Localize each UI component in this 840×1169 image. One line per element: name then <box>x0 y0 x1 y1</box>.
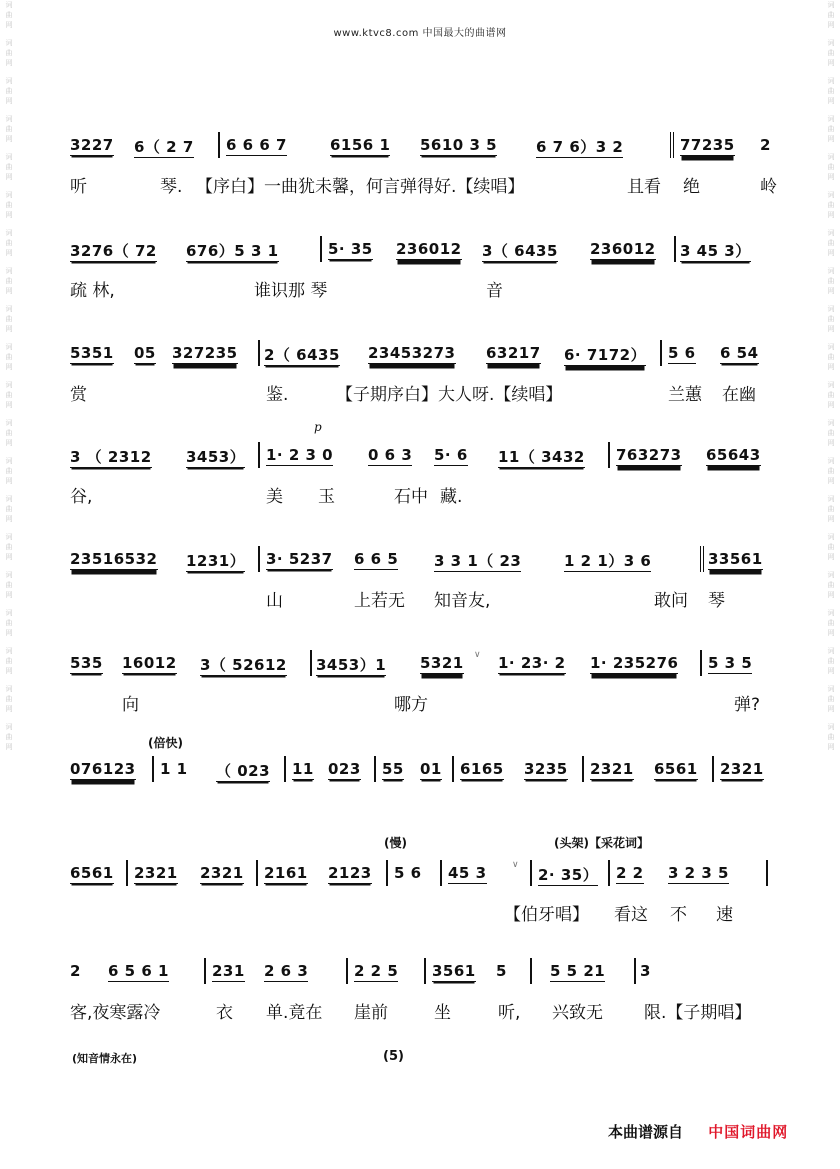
bar-line <box>700 546 701 572</box>
lyric: 疏 林, <box>70 281 115 301</box>
note-group: 3453）1 <box>316 656 387 674</box>
note-group: 6 54 <box>720 344 759 362</box>
watermark-char: 网 <box>827 325 835 333</box>
watermark-unit <box>828 418 835 448</box>
note-group: 6 7 6）3 2 <box>536 138 624 156</box>
watermark-char: 网 <box>827 401 835 409</box>
watermark-char: 词 <box>5 647 13 655</box>
bar-line <box>608 442 610 468</box>
note-group: 3 （ 2312 <box>70 448 152 466</box>
note-group: 1 1 <box>160 760 188 778</box>
note-group: 2 <box>70 962 81 980</box>
watermark-char: 曲 <box>827 11 835 19</box>
note-group: 6 5 6 1 <box>108 962 169 980</box>
lyric: 谷, <box>70 487 93 507</box>
watermark-char: 词 <box>827 229 835 237</box>
watermark-char: 词 <box>5 153 13 161</box>
source-label: 本曲谱源自 <box>608 1123 684 1141</box>
note-group: 2321 <box>134 864 178 882</box>
note-group: 1· 235276 <box>590 654 679 672</box>
watermark-unit <box>828 76 835 106</box>
bar-line <box>440 860 442 886</box>
note-group: 5 3 5 <box>708 654 753 672</box>
watermark-char: 词 <box>5 191 13 199</box>
bar-line <box>258 442 260 468</box>
watermark-unit <box>6 418 13 448</box>
bar-line <box>766 860 768 886</box>
lyric: 崖前 <box>354 1003 388 1023</box>
watermark-char: 词 <box>5 381 13 389</box>
bar-line <box>256 860 258 886</box>
bar-line <box>530 958 532 984</box>
watermark-char: 词 <box>5 115 13 123</box>
watermark-char: 曲 <box>5 49 13 57</box>
note-group: 3· 5237 <box>266 550 333 568</box>
note-group: 55 <box>382 760 404 778</box>
watermark-char: 词 <box>827 153 835 161</box>
lyric: 美 <box>266 487 283 507</box>
note-group: 11（ 3432 <box>498 448 585 466</box>
note-group: 236012 <box>396 240 462 258</box>
score-line-6 <box>0 650 840 724</box>
bar-line <box>530 860 532 886</box>
bar-line <box>374 756 376 782</box>
watermark-char: 曲 <box>5 695 13 703</box>
lyric: 在幽 <box>722 385 756 405</box>
lyric: 看这 <box>614 905 648 925</box>
watermark-char: 曲 <box>5 733 13 741</box>
score-line-9 <box>0 962 840 1032</box>
lyric: 藏. <box>440 487 463 507</box>
note-group: 2（ 6435 <box>264 346 340 364</box>
watermark-char: 曲 <box>827 733 835 741</box>
watermark-char: 词 <box>5 343 13 351</box>
lyric: 【伯牙唱】 <box>504 905 589 925</box>
note-group: 5 6 <box>394 864 422 882</box>
watermark-char: 网 <box>827 477 835 485</box>
watermark-char: 曲 <box>827 657 835 665</box>
note-group: 076123 <box>70 760 136 778</box>
bar-line <box>284 756 286 782</box>
watermark-char: 词 <box>827 1 835 9</box>
watermark-char: 词 <box>5 495 13 503</box>
note-group: 3235 <box>524 760 568 778</box>
watermark-char: 网 <box>827 249 835 257</box>
bar-line <box>320 236 322 262</box>
watermark-char: 网 <box>5 173 13 181</box>
note-group: 77235 <box>680 136 735 154</box>
bar-line <box>700 650 702 676</box>
watermark-char: 网 <box>827 287 835 295</box>
watermark-char: 网 <box>5 249 13 257</box>
lyric: 石中 <box>394 487 428 507</box>
lyric: 弹? <box>734 695 761 715</box>
note-group: 6156 1 <box>330 136 391 154</box>
note-group: 6561 <box>70 864 114 882</box>
note-group: 3 45 3） <box>680 242 751 260</box>
watermark-char: 曲 <box>5 505 13 513</box>
watermark-char: 网 <box>827 97 835 105</box>
watermark-char: 曲 <box>827 125 835 133</box>
watermark-char: 网 <box>5 743 13 751</box>
page-number: (5) <box>383 1049 404 1064</box>
note-group: 1· 2 3 0 <box>266 446 334 464</box>
ending-lyric-note: (知音情永在) <box>72 1052 138 1065</box>
lyric: 听, <box>498 1003 521 1023</box>
lyric: 岭 <box>760 177 777 197</box>
note-group: 5351 <box>70 344 114 362</box>
bar-line <box>608 860 610 886</box>
watermark-char: 曲 <box>5 657 13 665</box>
watermark-char: 词 <box>827 77 835 85</box>
note-group: 33561 <box>708 550 763 568</box>
note-group: 2· 35） <box>538 866 599 884</box>
lyric: 知音友, <box>434 591 491 611</box>
bar-line <box>152 756 154 782</box>
breath-mark: ∨ <box>512 860 519 870</box>
watermark-char: 词 <box>827 39 835 47</box>
lyric: 赏 <box>70 385 87 405</box>
lyric: 听 <box>70 177 87 197</box>
note-group: 2321 <box>200 864 244 882</box>
watermark-char: 曲 <box>5 391 13 399</box>
watermark-char: 词 <box>5 77 13 85</box>
lyric: 山 <box>266 591 283 611</box>
watermark-unit <box>6 76 13 106</box>
watermark-char: 网 <box>827 59 835 67</box>
lyric: 琴 <box>708 591 725 611</box>
score-line-8 <box>0 836 840 934</box>
dynamic-marking: p <box>314 420 322 434</box>
note-group: 676）5 3 1 <box>186 242 279 260</box>
watermark-char: 网 <box>5 667 13 675</box>
note-group: 5 5 21 <box>550 962 606 980</box>
note-group: 5610 3 5 <box>420 136 498 154</box>
lyric: 谁识那 琴 <box>254 281 328 301</box>
score-line-2 <box>0 240 840 310</box>
note-group: 535 <box>70 654 103 672</box>
watermark-char: 词 <box>5 571 13 579</box>
watermark-char: 曲 <box>5 315 13 323</box>
note-group: 0 6 3 <box>368 446 413 464</box>
note-group: 023 <box>328 760 361 778</box>
watermark-char: 网 <box>5 97 13 105</box>
watermark-char: 网 <box>5 705 13 713</box>
watermark-char: 网 <box>827 743 835 751</box>
watermark-char: 词 <box>827 609 835 617</box>
watermark-char: 网 <box>827 21 835 29</box>
note-group: 6· 7172） <box>564 346 647 364</box>
note-group: 3（ 52612 <box>200 656 287 674</box>
bar-line <box>660 340 662 366</box>
watermark-char: 曲 <box>827 619 835 627</box>
watermark-char: 词 <box>827 115 835 123</box>
section-marking: (头架)【采花词】 <box>554 836 649 850</box>
lyric: 坐 <box>434 1003 451 1023</box>
note-group: 6 6 6 7 <box>226 136 287 154</box>
watermark-char: 词 <box>827 533 835 541</box>
watermark-char: 词 <box>5 685 13 693</box>
bar-line <box>204 958 206 984</box>
watermark-char: 网 <box>5 211 13 219</box>
score-line-4 <box>0 420 840 516</box>
lyric: 哪方 <box>394 695 428 715</box>
note-group: 01 <box>420 760 442 778</box>
watermark-char: 网 <box>827 135 835 143</box>
note-group: 2 2 5 <box>354 962 399 980</box>
watermark-char: 曲 <box>827 429 835 437</box>
watermark-char: 网 <box>827 439 835 447</box>
note-group: 2161 <box>264 864 308 882</box>
watermark-char: 网 <box>5 439 13 447</box>
note-group: 11 <box>292 760 314 778</box>
note-group: 327235 <box>172 344 238 362</box>
note-group: 5321 <box>420 654 464 672</box>
watermark-char: 网 <box>827 667 835 675</box>
watermark-char: 词 <box>827 495 835 503</box>
source-brand[interactable]: 中国词曲网 <box>708 1123 789 1141</box>
tempo-marking: (慢) <box>384 836 407 850</box>
watermark-char: 曲 <box>5 581 13 589</box>
lyric: 兰蕙 <box>668 385 702 405</box>
bar-line <box>452 756 454 782</box>
lyric: 单.竟在 <box>266 1003 323 1023</box>
note-group: 3561 <box>432 962 476 980</box>
watermark-char: 曲 <box>5 11 13 19</box>
watermark-char: 网 <box>5 629 13 637</box>
watermark-char: 网 <box>827 553 835 561</box>
watermark-char: 网 <box>827 591 835 599</box>
score-line-5 <box>0 550 840 620</box>
bar-line <box>582 756 584 782</box>
note-group: 3453） <box>186 448 246 466</box>
note-group: 2123 <box>328 864 372 882</box>
note-group: 23516532 <box>70 550 158 568</box>
note-group: 5· 6 <box>434 446 468 464</box>
note-group: 6561 <box>654 760 698 778</box>
watermark-char: 曲 <box>827 277 835 285</box>
watermark-char: 词 <box>827 571 835 579</box>
watermark-char: 曲 <box>827 581 835 589</box>
note-group: 2321 <box>590 760 634 778</box>
lyric: 敢问 <box>654 591 688 611</box>
note-group: 6（ 2 7 <box>134 138 194 156</box>
note-group: （ 023 <box>216 762 271 780</box>
note-group: 2321 <box>720 760 764 778</box>
watermark-char: 词 <box>5 229 13 237</box>
watermark-char: 曲 <box>827 543 835 551</box>
note-group: 5 6 <box>668 344 696 362</box>
watermark-char: 曲 <box>827 391 835 399</box>
watermark-char: 曲 <box>827 201 835 209</box>
watermark-unit <box>828 722 835 752</box>
lyric: 【序白】一曲犹未馨，何言弹得好.【续唱】 <box>196 177 525 197</box>
watermark-char: 网 <box>5 515 13 523</box>
watermark-char: 网 <box>827 211 835 219</box>
watermark-char: 词 <box>827 457 835 465</box>
watermark-char: 词 <box>827 723 835 731</box>
note-group: 65643 <box>706 446 761 464</box>
lyric: 速 <box>716 905 733 925</box>
watermark-char: 网 <box>5 59 13 67</box>
watermark-char: 网 <box>827 515 835 523</box>
watermark-char: 词 <box>5 609 13 617</box>
watermark-char: 词 <box>827 343 835 351</box>
lyric: 兴致无 <box>552 1003 603 1023</box>
score-line-7 <box>0 736 840 830</box>
watermark-char: 网 <box>5 401 13 409</box>
note-group: 2 6 3 <box>264 962 309 980</box>
bar-line <box>634 958 636 984</box>
watermark-char: 网 <box>5 363 13 371</box>
bar-line <box>712 756 714 782</box>
watermark-char: 曲 <box>827 49 835 57</box>
watermark-char: 曲 <box>827 239 835 247</box>
watermark-char: 网 <box>827 705 835 713</box>
lyric: 衣 <box>216 1003 233 1023</box>
note-group: 63217 <box>486 344 541 362</box>
note-group: 3276（ 72 <box>70 242 157 260</box>
watermark-char: 词 <box>827 419 835 427</box>
watermark-char: 曲 <box>5 619 13 627</box>
watermark-char: 网 <box>827 363 835 371</box>
watermark-char: 网 <box>827 173 835 181</box>
watermark-char: 网 <box>5 21 13 29</box>
watermark-char: 曲 <box>5 353 13 361</box>
note-group: 2 <box>760 136 771 154</box>
watermark-char: 网 <box>5 591 13 599</box>
watermark-char: 词 <box>5 305 13 313</box>
watermark-char: 词 <box>827 191 835 199</box>
note-group: 23453273 <box>368 344 456 362</box>
lyric: 向 <box>122 695 139 715</box>
breath-mark: ∨ <box>474 650 481 660</box>
watermark-char: 曲 <box>827 505 835 513</box>
watermark-char: 曲 <box>5 277 13 285</box>
lyric: 琴. <box>160 177 183 197</box>
note-group: 3 <box>640 962 651 980</box>
watermark-char: 曲 <box>827 163 835 171</box>
watermark-char: 曲 <box>5 467 13 475</box>
bar-line <box>218 132 220 158</box>
bar-line <box>126 860 128 886</box>
watermark-unit <box>828 38 835 68</box>
note-group: 231 <box>212 962 245 980</box>
lyric: 客,夜寒露冷 <box>70 1003 161 1023</box>
watermark-char: 词 <box>5 419 13 427</box>
source-credit <box>608 1121 788 1142</box>
watermark-char: 曲 <box>5 543 13 551</box>
watermark-char: 词 <box>5 723 13 731</box>
watermark-char: 词 <box>827 685 835 693</box>
note-group: 3 2 3 5 <box>668 864 729 882</box>
lyric: 限.【子期唱】 <box>644 1003 752 1023</box>
bar-line <box>258 340 260 366</box>
watermark-char: 词 <box>5 457 13 465</box>
watermark-char: 曲 <box>827 695 835 703</box>
watermark-char: 词 <box>5 39 13 47</box>
note-group: 236012 <box>590 240 656 258</box>
watermark-char: 曲 <box>5 87 13 95</box>
lyric: 鉴. <box>266 385 289 405</box>
tempo-marking: (倍快) <box>148 736 183 750</box>
watermark-char: 网 <box>5 287 13 295</box>
watermark-char: 网 <box>5 553 13 561</box>
watermark-char: 网 <box>5 325 13 333</box>
note-group: 3227 <box>70 136 114 154</box>
note-group: 6165 <box>460 760 504 778</box>
watermark-char: 网 <box>5 135 13 143</box>
lyric: 不 <box>670 905 687 925</box>
lyric: 音 <box>486 281 503 301</box>
watermark-char: 曲 <box>5 201 13 209</box>
lyric: 【子期序白】大人呀.【续唱】 <box>336 385 563 405</box>
note-group: 1231） <box>186 552 246 570</box>
bar-line <box>674 236 676 262</box>
note-group: 05 <box>134 344 156 362</box>
site-header: www.ktvc8.com 中国最大的曲谱网 <box>333 28 507 39</box>
watermark-char: 曲 <box>827 87 835 95</box>
note-group: 1· 23· 2 <box>498 654 566 672</box>
note-group: 3（ 6435 <box>482 242 558 260</box>
note-group: 2 2 <box>616 864 644 882</box>
watermark-char: 曲 <box>5 163 13 171</box>
watermark-char: 词 <box>827 647 835 655</box>
score-line-1 <box>0 136 840 206</box>
note-group: 45 3 <box>448 864 487 882</box>
lyric: 绝 <box>683 177 700 197</box>
bar-line <box>310 650 312 676</box>
watermark-char: 词 <box>5 533 13 541</box>
note-group: 5 <box>496 962 507 980</box>
watermark-char: 曲 <box>5 239 13 247</box>
lyric: 上若无 <box>354 591 405 611</box>
bar-line <box>346 958 348 984</box>
watermark-char: 词 <box>827 267 835 275</box>
bar-line <box>424 958 426 984</box>
watermark-char: 曲 <box>827 315 835 323</box>
bar-line <box>670 132 671 158</box>
note-group: 3 3 1（ 23 <box>434 552 522 570</box>
watermark-char: 词 <box>5 267 13 275</box>
bar-line <box>386 860 388 886</box>
lyric: 且看 <box>627 177 661 197</box>
watermark-char: 曲 <box>5 429 13 437</box>
score-line-3 <box>0 344 840 414</box>
watermark-unit <box>6 722 13 752</box>
watermark-char: 词 <box>5 1 13 9</box>
watermark-char: 词 <box>827 381 835 389</box>
watermark-char: 网 <box>5 477 13 485</box>
watermark-char: 网 <box>827 629 835 637</box>
watermark-char: 词 <box>827 305 835 313</box>
watermark-char: 曲 <box>5 125 13 133</box>
note-group: 16012 <box>122 654 177 672</box>
note-group: 5· 35 <box>328 240 373 258</box>
note-group: 6 6 5 <box>354 550 399 568</box>
watermark-char: 曲 <box>827 353 835 361</box>
watermark-char: 曲 <box>827 467 835 475</box>
note-group: 1 2 1）3 6 <box>564 552 652 570</box>
bar-line <box>258 546 260 572</box>
note-group: 763273 <box>616 446 682 464</box>
lyric: 玉 <box>318 487 335 507</box>
watermark-unit <box>6 38 13 68</box>
